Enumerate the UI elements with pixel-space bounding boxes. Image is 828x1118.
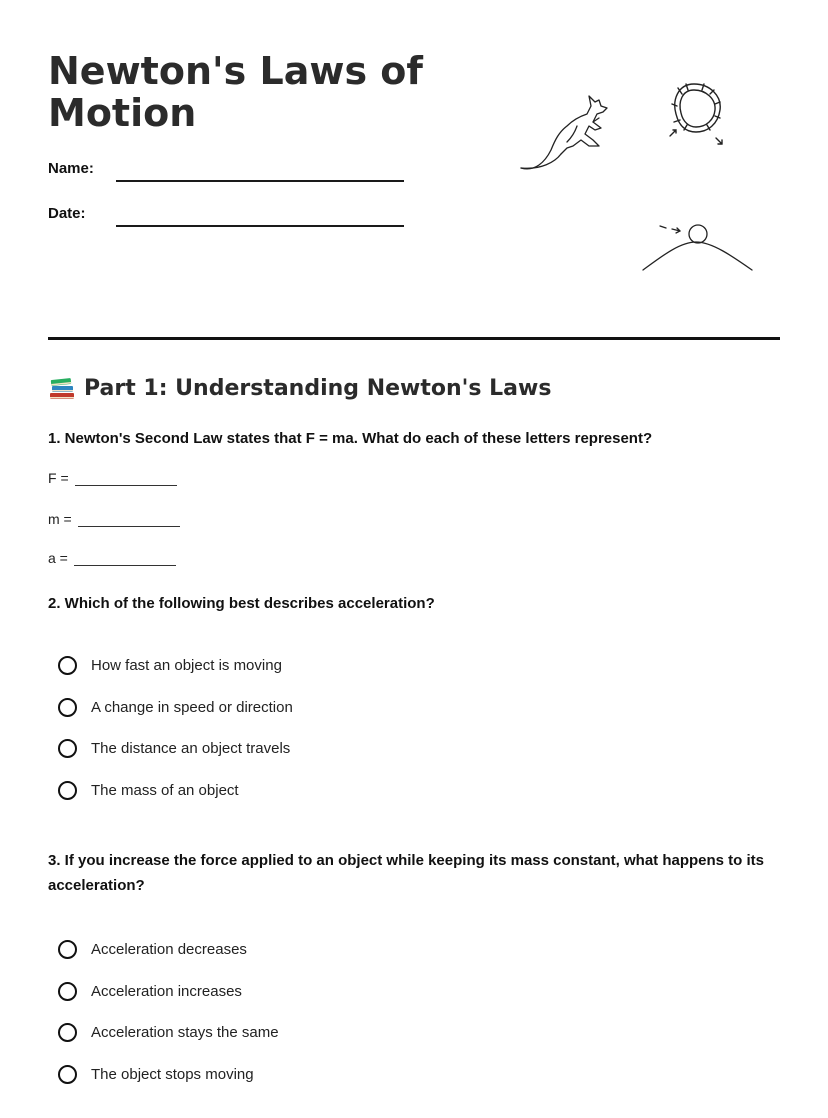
blank-f-input[interactable] (75, 473, 177, 486)
q2-option-1-label: How fast an object is moving (91, 657, 282, 674)
radio-button[interactable] (58, 1065, 77, 1084)
q3-option-4-label: The object stops moving (91, 1066, 254, 1083)
q2-option-4-label: The mass of an object (91, 782, 239, 799)
section-divider (48, 337, 780, 340)
blank-a (48, 550, 176, 566)
q2-option-2-label: A change in speed or direction (91, 699, 293, 716)
blank-f (48, 470, 177, 486)
radio-button[interactable] (58, 698, 77, 717)
q3-option-2-label: Acceleration increases (91, 983, 242, 1000)
q2-option-2[interactable] (58, 698, 293, 717)
question-3: 3. If you increase the force applied to an object while keeping its mass constant, what happens to its acceleration? (48, 852, 764, 894)
name-label: Name: (48, 160, 94, 177)
kangaroo-icon (515, 88, 615, 174)
q2-option-3[interactable] (58, 739, 290, 758)
date-field[interactable] (116, 225, 404, 227)
radio-button[interactable] (58, 656, 77, 675)
q3-option-3[interactable] (58, 1023, 279, 1042)
part1-heading-text: Part 1: Understanding Newton's Laws (84, 375, 552, 401)
blank-m-input[interactable] (78, 514, 180, 527)
q2-option-3-label: The distance an object travels (91, 740, 291, 757)
radio-button[interactable] (58, 1023, 77, 1042)
blank-a-input[interactable] (74, 553, 176, 566)
q3-option-2[interactable] (58, 982, 242, 1001)
q3-option-1[interactable] (58, 940, 247, 959)
blank-m (48, 511, 180, 527)
q2-option-1[interactable] (58, 656, 282, 675)
ball-on-hill-icon (640, 220, 756, 274)
radio-button[interactable] (58, 739, 77, 758)
q3-option-3-label: Acceleration stays the same (91, 1024, 279, 1041)
books-icon (48, 374, 76, 402)
blank-m-label: m = (48, 511, 72, 527)
radio-button[interactable] (58, 982, 77, 1001)
q2-option-4[interactable] (58, 781, 239, 800)
loop-track-icon (664, 80, 730, 150)
blank-f-label: F = (48, 470, 69, 486)
radio-button[interactable] (58, 781, 77, 800)
question-2: 2. Which of the following best describes acceleration? (48, 595, 435, 612)
blank-a-label: a = (48, 550, 68, 566)
radio-button[interactable] (58, 940, 77, 959)
date-label: Date: (48, 205, 86, 222)
page-title: Newton's Laws of Motion (48, 49, 423, 135)
question-1: 1. Newton's Second Law states that F = ma. What do each of these letters represent? (48, 430, 653, 447)
name-field[interactable] (116, 180, 404, 182)
q3-option-4[interactable] (58, 1065, 254, 1084)
q3-option-1-label: Acceleration decreases (91, 941, 247, 958)
part1-heading (48, 374, 551, 402)
